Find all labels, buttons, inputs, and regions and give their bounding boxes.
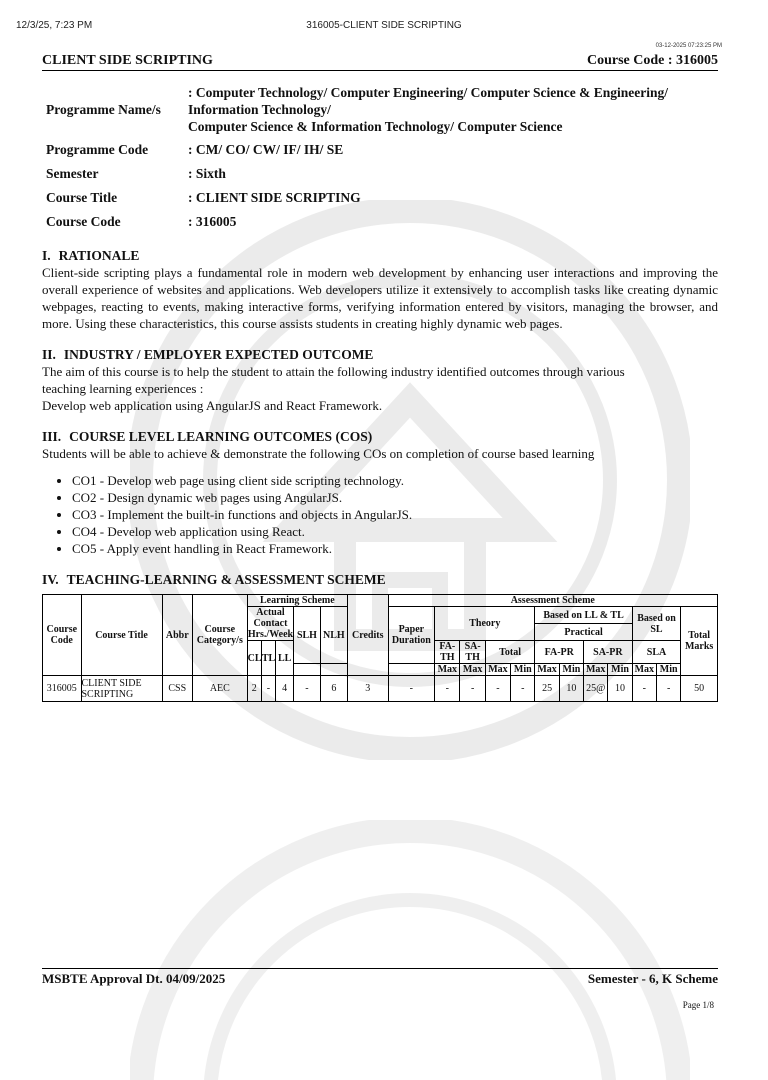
cell-cl: 2 — [247, 676, 261, 702]
col-max: Max — [485, 664, 510, 676]
col-based-ll-tl: Based on LL & TL — [535, 607, 632, 624]
section-number: III. — [42, 429, 62, 444]
section-title-scheme — [42, 571, 718, 588]
col-based-sl: Based on SL — [632, 607, 681, 641]
section-number: II. — [42, 347, 56, 362]
section-title-industry — [42, 346, 718, 363]
col-max: Max — [460, 664, 485, 676]
page-footer — [42, 968, 718, 987]
col-tl: TL — [261, 641, 275, 676]
cell-abbr: CSS — [162, 676, 192, 702]
cell-sla-min: - — [657, 676, 681, 702]
table-header-row — [43, 595, 718, 607]
info-label: Programme Name/s — [46, 101, 161, 117]
info-label: Semester — [46, 165, 99, 181]
col-min: Min — [608, 664, 632, 676]
cell-title: CLIENT SIDE SCRIPTING — [81, 676, 162, 702]
list-item: • CO4 - Develop web application using React. — [72, 523, 718, 540]
rationale-text: Client-side scripting plays a fundamental role in modern web development by enhancing user interactions and improving the overall experience of websites and applications. Web developers utilize it extensively to accomplish tasks like creating dynamic webpages, reacting to events, making interactive forms, verifying information entered by visitors, managing the browser, and more. Using these characteristics, this course assists students in creating highly dynamic web pages. — [42, 265, 718, 331]
info-row-semester — [42, 161, 672, 185]
col-nlh: NLH — [320, 607, 347, 664]
col-ll: LL — [276, 641, 294, 676]
section-heading: TEACHING-LEARNING & ASSESSMENT SCHEME — [66, 572, 386, 587]
col-max: Max — [632, 664, 656, 676]
col-max: Max — [584, 664, 608, 676]
list-item: • CO1 - Develop web page using client side scripting technology. — [72, 472, 718, 489]
col-course-title: Course Title — [81, 595, 162, 676]
info-value: : CLIENT SIDE SCRIPTING — [188, 189, 361, 205]
col-nlh-blank — [320, 664, 347, 676]
info-row-programme-name — [42, 81, 672, 137]
seal-watermark-lower — [130, 820, 690, 1080]
cell-total-marks: 50 — [681, 676, 718, 702]
cell-nlh: 6 — [320, 676, 347, 702]
cell-fa-pr-max: 25 — [535, 676, 559, 702]
industry-outcome: Develop web application using AngularJS and React Framework. — [42, 398, 383, 413]
col-paper-duration: Paper Duration — [388, 607, 435, 664]
col-slh-blank — [294, 664, 320, 676]
course-info-table — [42, 81, 672, 233]
table-row — [43, 676, 718, 702]
info-row-course-title — [42, 185, 672, 209]
section-title-cos — [42, 428, 718, 445]
info-label: Course Code — [46, 213, 121, 229]
col-credits: Credits — [348, 595, 389, 676]
col-sa-pr: SA-PR — [584, 641, 633, 664]
col-assessment-scheme: Assessment Scheme — [388, 595, 717, 607]
cell-tl: - — [261, 676, 275, 702]
info-value: : CM/ CO/ CW/ IF/ IH/ SE — [188, 141, 344, 157]
course-header-title: CLIENT SIDE SCRIPTING — [42, 53, 213, 68]
list-item: • CO3 - Implement the built-in functions and objects in AngularJS. — [72, 506, 718, 523]
section-title-rationale — [42, 247, 718, 264]
footer-scheme: Semester - 6, K Scheme — [587, 971, 718, 986]
cell-total-max: - — [485, 676, 510, 702]
cell-sa-pr-max: 25@ — [584, 676, 608, 702]
industry-line: teaching learning experiences : — [42, 381, 204, 396]
col-paper-blank — [388, 664, 435, 676]
info-value: : Sixth — [188, 165, 226, 181]
cell-code: 316005 — [43, 676, 82, 702]
section-heading: INDUSTRY / EMPLOYER EXPECTED OUTCOME — [63, 347, 374, 362]
col-fa-pr: FA-PR — [535, 641, 584, 664]
cell-category: AEC — [192, 676, 247, 702]
footer-approval: MSBTE Approval Dt. 04/09/2025 — [42, 971, 226, 986]
cell-fa-th-max: - — [435, 676, 460, 702]
info-label: Programme Code — [46, 141, 149, 157]
list-item: • CO5 - Apply event handling in React Framework. — [72, 540, 718, 557]
col-max: Max — [535, 664, 559, 676]
col-total: Total — [485, 641, 535, 664]
col-slh: SLH — [294, 607, 320, 664]
course-header-code: Course Code : 316005 — [586, 53, 718, 68]
document-page — [42, 52, 718, 702]
print-title: 316005-CLIENT SIDE SCRIPTING — [306, 20, 462, 31]
generated-timestamp: 03-12-2025 07:23:25 PM — [655, 43, 722, 49]
col-cl: CL — [247, 641, 261, 676]
cell-sa-th-max: - — [460, 676, 485, 702]
col-min: Min — [657, 664, 681, 676]
col-course-code: Course Code — [43, 595, 82, 676]
col-max: Max — [435, 664, 460, 676]
print-date: 12/3/25, 7:23 PM — [16, 20, 93, 31]
list-item: • CO2 - Design dynamic web pages using AngularJS. — [72, 489, 718, 506]
col-min: Min — [511, 664, 535, 676]
col-actual-contact: Actual Contact Hrs./Week — [247, 607, 294, 640]
cos-list — [42, 472, 718, 557]
page-number: Page 1/8 — [682, 1000, 714, 1010]
cos-intro: Students will be able to achieve & demonstrate the following COs on completion of course based learning — [42, 446, 595, 461]
col-theory: Theory — [435, 607, 535, 641]
print-header — [0, 20, 768, 34]
cell-total-min: - — [511, 676, 535, 702]
info-value: : 316005 — [188, 213, 237, 229]
col-category: Course Category/s — [192, 595, 247, 676]
info-value: : Computer Technology/ Computer Engineering/ Computer Science & Engineering/ Information Technology/ Computer Science & Information Technology/ Computer Science — [188, 84, 669, 134]
info-label: Course Title — [46, 189, 118, 205]
section-number: I. — [42, 248, 51, 263]
cell-sa-pr-min: 10 — [608, 676, 632, 702]
teaching-assessment-table — [42, 594, 718, 702]
col-abbr: Abbr — [162, 595, 192, 676]
cell-slh: - — [294, 676, 320, 702]
section-heading: COURSE LEVEL LEARNING OUTCOMES (COS) — [69, 429, 373, 444]
cell-ll: 4 — [276, 676, 294, 702]
cell-credits: 3 — [348, 676, 389, 702]
section-heading: RATIONALE — [58, 248, 140, 263]
cell-paper-duration: - — [388, 676, 435, 702]
col-sla: SLA — [632, 641, 681, 664]
col-min: Min — [559, 664, 583, 676]
cell-fa-pr-min: 10 — [559, 676, 583, 702]
col-sa-th: SA-TH — [460, 641, 485, 664]
col-practical: Practical — [535, 624, 632, 641]
section-number: IV. — [42, 572, 59, 587]
cell-sla-max: - — [632, 676, 656, 702]
col-learning-scheme: Learning Scheme — [247, 595, 347, 607]
col-fa-th: FA-TH — [435, 641, 460, 664]
info-row-programme-code — [42, 137, 672, 161]
course-header — [42, 52, 718, 71]
info-row-course-code — [42, 209, 672, 233]
col-total-marks: Total Marks — [681, 607, 718, 676]
industry-line: The aim of this course is to help the student to attain the following industry identified outcomes through various — [42, 364, 625, 379]
